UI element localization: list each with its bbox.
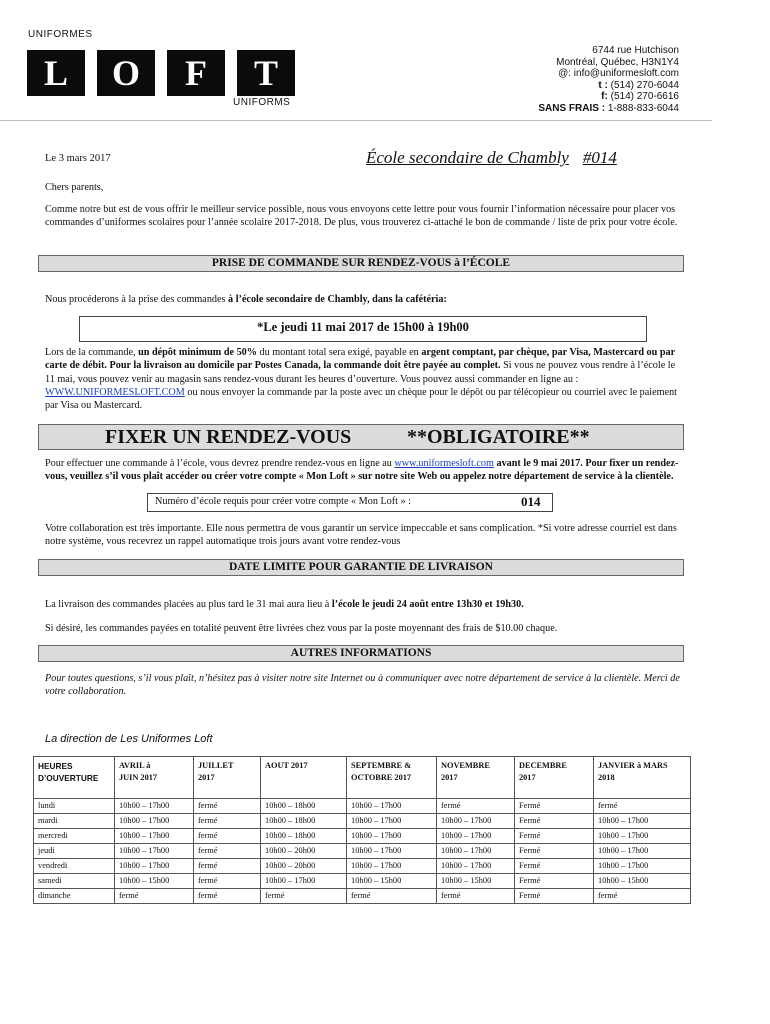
mail-delivery-paragraph: Si désiré, les commandes payées en totalité peuvent être livrées chez vous par la poste moyennant des frais de $10.00 chaque. (45, 623, 558, 634)
hours-cell: 10h00 – 20h00 (261, 844, 347, 859)
mandatory-heading: **OBLIGATOIRE** (407, 426, 590, 448)
order-text-5: Si vous ne pouvez vous rendre à l’école le 11 mai, vous pouvez venir au magasin sans rendez-vous durant les heures d’ouverture. Vous pouvez aussi commander en ligne au : (45, 360, 676, 385)
table-row (34, 889, 691, 904)
hours-cell: 10h00 – 18h00 (261, 829, 347, 844)
greeting: Chers parents, (45, 182, 104, 193)
address-city: Montréal, Québec, H3N1Y4 (556, 56, 679, 68)
rendezvous-deadline: avant le 9 mai 2017. Pour fixer un rendez-vous, veuillez s’il vous plaît accéder ou créer votre compte « Mon Loft » sur notre site Web ou appelez notre département de service à la clientèle. (45, 458, 679, 483)
logo-letter-l: L (27, 50, 85, 96)
hours-cell: fermé (115, 889, 194, 904)
table-row (34, 844, 691, 859)
hours-cell: 10h00 – 17h00 (594, 844, 691, 859)
table-row (34, 859, 691, 874)
hours-cell: 10h00 – 17h00 (115, 799, 194, 814)
order-text-6: ou nous envoyer la commande par la poste avec un chèque pour le dépôt ou par télécopieur ou courriel avec le paiement par Visa ou Mastercard. (45, 386, 678, 412)
rendezvous-paragraph (45, 457, 685, 484)
logo (27, 50, 295, 96)
rendezvous-heading: FIXER UN RENDEZ-VOUS (105, 426, 352, 448)
hours-cell: 10h00 – 15h00 (347, 874, 437, 889)
section-heading-rendezvous (38, 424, 684, 450)
logo-letter-o: O (97, 50, 155, 96)
hours-cell: Fermé (515, 829, 594, 844)
table-row (34, 799, 691, 814)
tollfree-label: SANS FRAIS : (538, 102, 606, 114)
day-cell: vendredi (34, 859, 115, 874)
table-header-row (34, 757, 691, 799)
day-cell: mercredi (34, 829, 115, 844)
table-row (34, 874, 691, 889)
hours-cell: Fermé (515, 814, 594, 829)
school-number: #014 (582, 148, 617, 167)
order-location-text (45, 293, 447, 306)
table-header-cell: DECEMBRE 2017 (515, 757, 594, 799)
hours-cell: Fermé (515, 874, 594, 889)
hours-cell: 10h00 – 15h00 (115, 874, 194, 889)
order-details-paragraph (45, 346, 685, 412)
logo-letter-f: F (167, 50, 225, 96)
order-deposit: un dépôt minimum de 50% (138, 347, 257, 358)
hours-cell: Fermé (515, 859, 594, 874)
fax-label: f: (601, 91, 608, 103)
hours-cell: Fermé (515, 799, 594, 814)
address-fax (538, 91, 679, 103)
hours-cell: 10h00 – 17h00 (115, 859, 194, 874)
day-cell: mardi (34, 814, 115, 829)
letter-date: Le 3 mars 2017 (45, 153, 111, 164)
order-date-box: *Le jeudi 11 mai 2017 de 15h00 à 19h00 (79, 316, 647, 342)
delivery-date: l’école le jeudi 24 août entre 13h30 et 19h30. (331, 599, 524, 610)
hours-cell: 10h00 – 17h00 (437, 829, 515, 844)
rendezvous-text-1: Pour effectuer une commande à l’école, vous devrez prendre rendez-vous en ligne au (45, 458, 395, 469)
address-phone (538, 80, 679, 92)
order-text-1: Lors de la commande, (45, 347, 139, 358)
delivery-paragraph (45, 598, 524, 611)
order-payment-methods: argent comptant, par chèque, par Visa, Mastercard ou par carte de débit. Pour la livraison au domicile par Postes Canada, la commande doit être payée au complet. (45, 347, 675, 372)
hours-cell: fermé (437, 799, 515, 814)
hours-cell: fermé (194, 889, 261, 904)
table-row (34, 829, 691, 844)
table-row (34, 814, 691, 829)
hours-cell: fermé (194, 844, 261, 859)
hours-cell: 10h00 – 17h00 (115, 829, 194, 844)
hours-cell: fermé (437, 889, 515, 904)
school-number-box (147, 493, 553, 512)
hours-cell: fermé (261, 889, 347, 904)
logo-letter-t: T (237, 50, 295, 96)
table-header-cell: JUILLET 2017 (194, 757, 261, 799)
fax-value: (514) 270-6616 (610, 91, 679, 103)
collaboration-paragraph: Votre collaboration est très importante. Elle nous permettra de vous garantir un service impeccable et sans complication. *Si votre adresse courriel est dans notre système, vous recevrez un rappel automatique trois jours avant votre rendez-vous (45, 523, 677, 548)
company-address (538, 45, 679, 115)
hours-cell: 10h00 – 17h00 (347, 799, 437, 814)
signature: La direction de Les Uniformes Loft (45, 733, 213, 745)
hours-cell: 10h00 – 17h00 (115, 844, 194, 859)
hours-cell: fermé (194, 829, 261, 844)
hours-cell: fermé (194, 814, 261, 829)
hours-cell: fermé (347, 889, 437, 904)
section-heading-delivery: DATE LIMITE POUR GARANTIE DE LIVRAISON (38, 559, 684, 576)
logo-bottom-text: UNIFORMS (233, 97, 291, 108)
day-cell: dimanche (34, 889, 115, 904)
hours-cell: fermé (194, 874, 261, 889)
intro-paragraph: Comme notre but est de vous offrir le meilleur service possible, nous vous envoyons cette lettre pour vous fournir l’information nécessaire pour placer vos commandes d’uniformes scolaires pour l’année scolaire 2017-2018. De plus, vous trouverez ci-attaché le bon de commande / liste de prix pour votre école. (45, 204, 678, 229)
hours-cell: 10h00 – 15h00 (437, 874, 515, 889)
section-heading-other-info: AUTRES INFORMATIONS (38, 645, 684, 662)
table-header-cell: AOUT 2017 (261, 757, 347, 799)
section-heading-appointment: PRISE DE COMMANDE SUR RENDEZ-VOUS à l’ÉCOLE (38, 255, 684, 272)
hours-cell: 10h00 – 17h00 (594, 814, 691, 829)
website-link[interactable]: www.uniformesloft.com (394, 458, 494, 469)
questions-paragraph: Pour toutes questions, s’il vous plaît, n’hésitez pas à visiter notre site Internet ou à communiquer avec notre département de service à la clientèle. Merci de votre collaboration. (45, 673, 680, 698)
hours-cell: 10h00 – 17h00 (347, 814, 437, 829)
hours-cell: 10h00 – 17h00 (594, 829, 691, 844)
hours-cell: 10h00 – 17h00 (261, 874, 347, 889)
table-body (34, 799, 691, 904)
hours-cell: 10h00 – 17h00 (115, 814, 194, 829)
hours-cell: 10h00 – 17h00 (594, 859, 691, 874)
address-email: @: info@uniformesloft.com (558, 68, 679, 80)
order-location-place: à l’école secondaire de Chambly, dans la cafétéria: (228, 294, 447, 305)
logo-top-text: UNIFORMES (28, 29, 93, 40)
hours-cell: 10h00 – 17h00 (347, 829, 437, 844)
school-number-label: Numéro d’école requis pour créer votre compte « Mon Loft » : (155, 496, 412, 507)
table-header-cell: SEPTEMBRE & OCTOBRE 2017 (347, 757, 437, 799)
uniformesloft-link[interactable]: WWW.UNIFORMESLOFT.COM (45, 386, 185, 398)
hours-cell: Fermé (515, 844, 594, 859)
hours-cell: fermé (194, 859, 261, 874)
table-header-cell: NOVEMBRE 2017 (437, 757, 515, 799)
phone-label: t : (598, 79, 608, 91)
hours-cell: 10h00 – 17h00 (347, 859, 437, 874)
hours-cell: 10h00 – 18h00 (261, 814, 347, 829)
day-cell: jeudi (34, 844, 115, 859)
order-location-lead: Nous procéderons à la prise des commandes (45, 294, 229, 305)
header-divider (0, 120, 712, 121)
hours-cell: 10h00 – 17h00 (437, 814, 515, 829)
hours-cell: fermé (194, 799, 261, 814)
order-text-3: du montant total sera exigé, payable en (256, 347, 422, 358)
hours-cell: fermé (594, 799, 691, 814)
school-number-value: 014 (521, 494, 541, 509)
hours-cell: 10h00 – 17h00 (437, 859, 515, 874)
hours-cell: fermé (594, 889, 691, 904)
table-header-cell: AVRIL à JUIN 2017 (115, 757, 194, 799)
table-header-cell: HEURES D’OUVERTURE (34, 757, 115, 799)
tollfree-value: 1-888-833-6044 (607, 102, 679, 114)
hours-cell: 10h00 – 18h00 (261, 799, 347, 814)
address-tollfree (538, 103, 679, 115)
hours-cell: Fermé (515, 889, 594, 904)
opening-hours-table (33, 756, 691, 904)
hours-cell: 10h00 – 17h00 (437, 844, 515, 859)
phone-value: (514) 270-6044 (610, 79, 679, 91)
hours-cell: 10h00 – 17h00 (347, 844, 437, 859)
school-name: École secondaire de Chambly (366, 148, 569, 167)
day-cell: lundi (34, 799, 115, 814)
school-title (366, 148, 617, 168)
delivery-text: La livraison des commandes placées au plus tard le 31 mai aura lieu à (45, 599, 332, 610)
table-header-cell: JANVIER à MARS 2018 (594, 757, 691, 799)
hours-cell: 10h00 – 20h00 (261, 859, 347, 874)
address-street: 6744 rue Hutchison (592, 45, 679, 56)
hours-cell: 10h00 – 15h00 (594, 874, 691, 889)
day-cell: samedi (34, 874, 115, 889)
